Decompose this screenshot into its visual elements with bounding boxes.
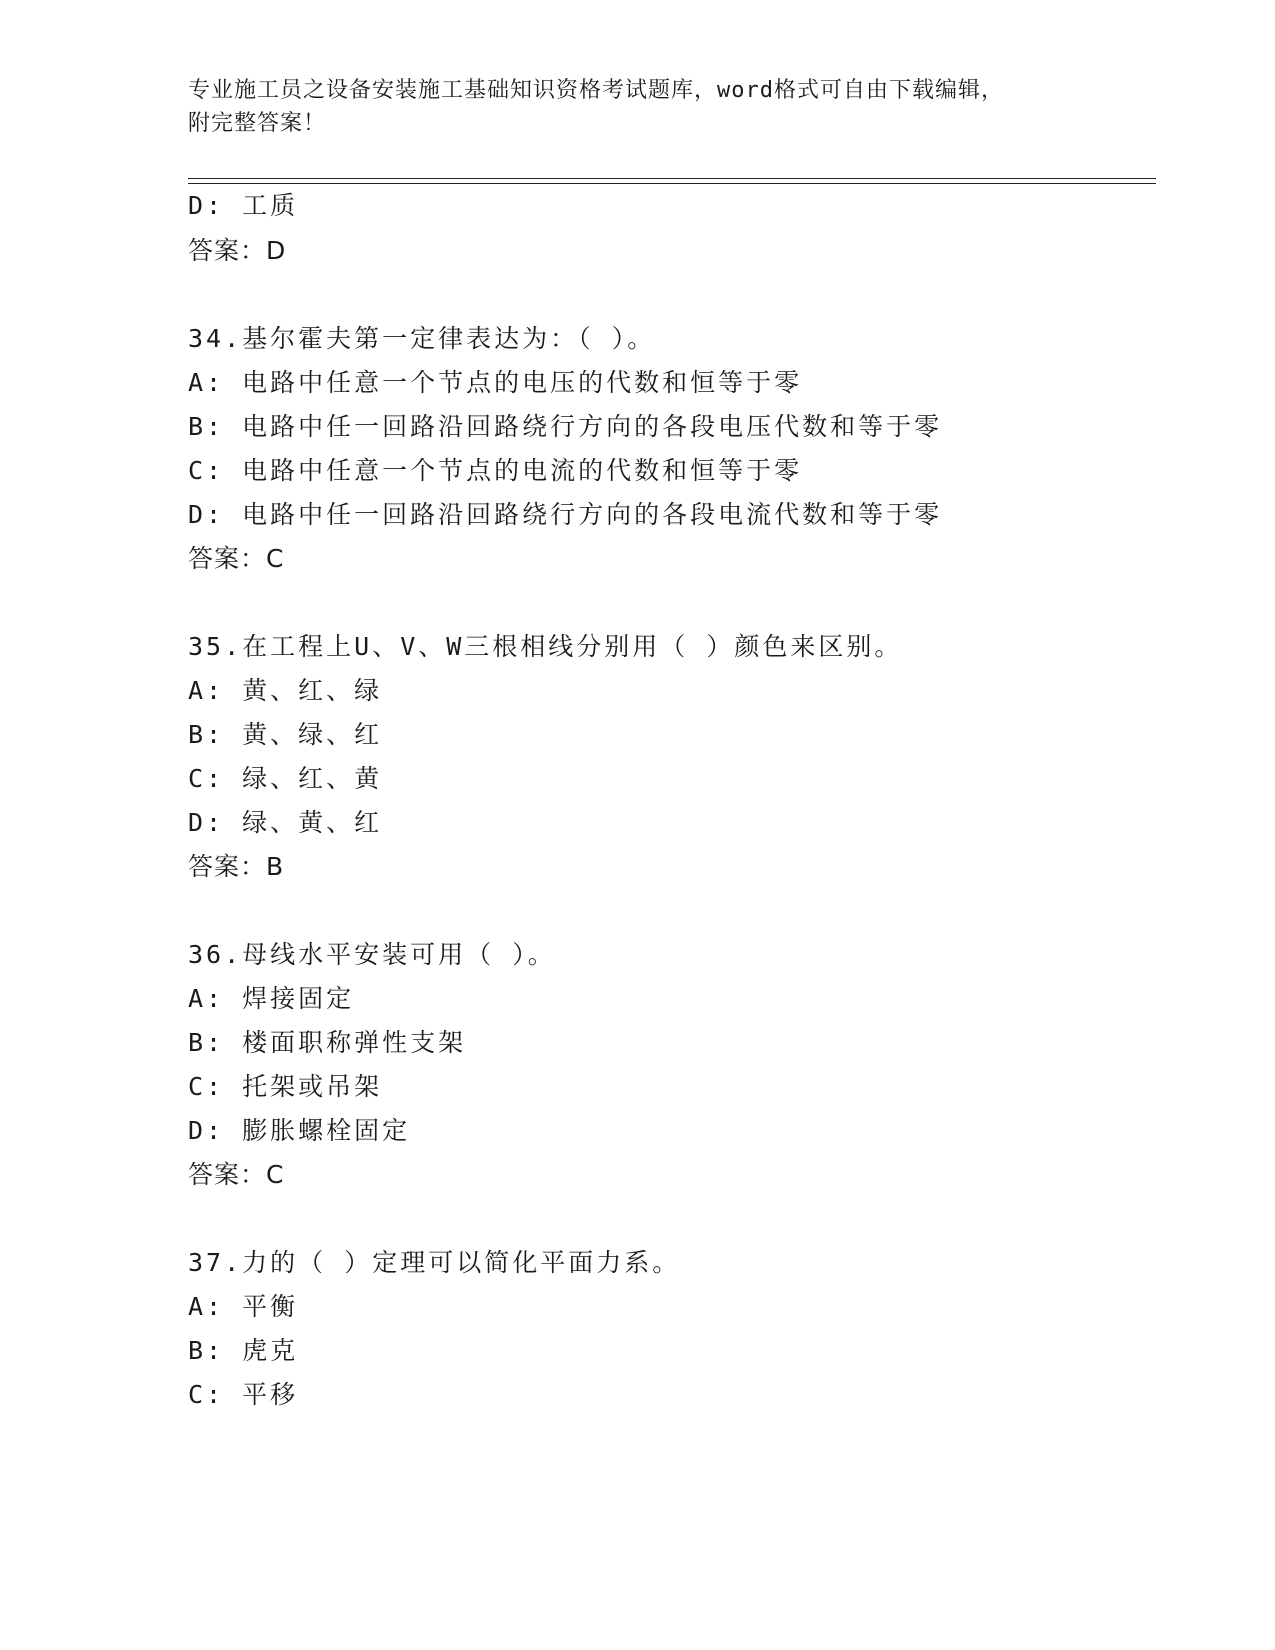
option-b: B: 电路中任一回路沿回路绕行方向的各段电压代数和等于零	[188, 412, 943, 441]
question-stem: 34.基尔霍夫第一定律表达为：（ ）。	[188, 324, 656, 353]
question-stem: 37.力的（ ）定理可以简化平面力系。	[188, 1248, 681, 1277]
option-b: B: 黄、绿、红	[188, 720, 383, 749]
document-header	[188, 74, 1088, 140]
option-b: B: 虎克	[188, 1336, 299, 1365]
header-divider-bottom	[188, 183, 1156, 184]
answer: 答案：B	[188, 852, 285, 881]
option-d: D: 绿、黄、红	[188, 808, 383, 837]
question-stem: 35.在工程上U、V、W三根相线分别用（ ）颜色来区别。	[188, 632, 903, 661]
header-line-2: 附完整答案！	[188, 111, 327, 136]
answer: 答案：D	[188, 236, 287, 265]
header-divider-top	[188, 178, 1156, 179]
option-c: C: 绿、红、黄	[188, 764, 383, 793]
answer: 答案：C	[188, 544, 285, 573]
option-d: D: 膨胀螺栓固定	[188, 1116, 411, 1145]
option-a: A: 电路中任意一个节点的电压的代数和恒等于零	[188, 368, 803, 397]
answer: 答案：C	[188, 1160, 285, 1189]
option-c: C: 托架或吊架	[188, 1072, 383, 1101]
option-c: C: 电路中任意一个节点的电流的代数和恒等于零	[188, 456, 803, 485]
option-c: C: 平移	[188, 1380, 299, 1409]
question-stem: 36.母线水平安装可用（ ）。	[188, 940, 556, 969]
option-a: A: 焊接固定	[188, 984, 355, 1013]
option-b: B: 楼面职称弹性支架	[188, 1028, 467, 1057]
option-d: D: 工质	[188, 191, 299, 220]
option-d: D: 电路中任一回路沿回路绕行方向的各段电流代数和等于零	[188, 500, 943, 529]
option-a: A: 平衡	[188, 1292, 299, 1321]
header-line-1: 专业施工员之设备安装施工基础知识资格考试题库，word格式可自由下载编辑，	[188, 78, 1004, 103]
option-a: A: 黄、红、绿	[188, 676, 383, 705]
